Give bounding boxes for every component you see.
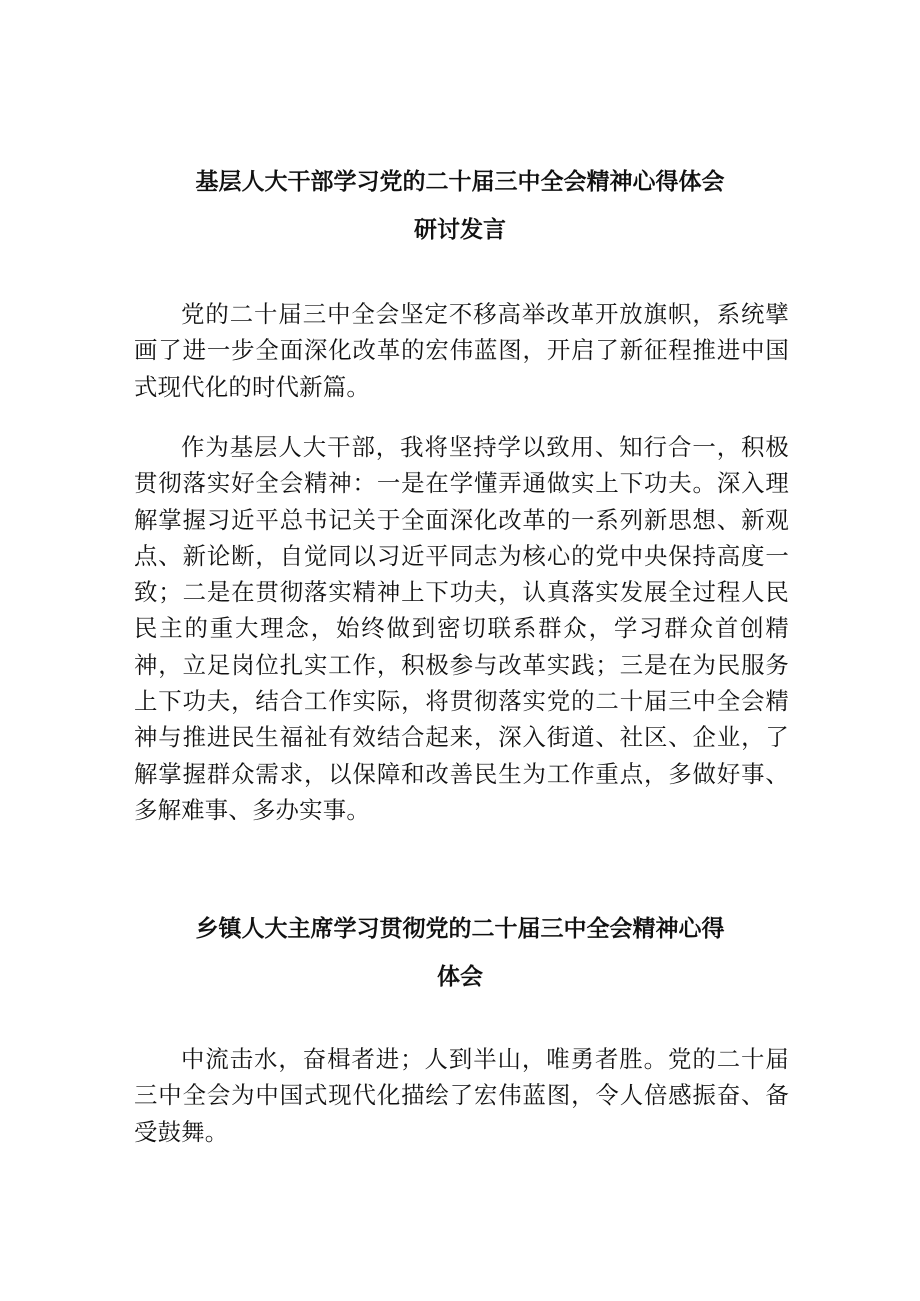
section-1-paragraph-1: 党的二十届三中全会坚定不移高举改革开放旗帜，系统擘画了进一步全面深化改革的宏伟蓝图，开启了新征程推进中国式现代化的时代新篇。 [134, 300, 789, 401]
section-1-title [0, 158, 920, 254]
section-1-title-line-1: 基层人大干部学习党的二十届三中全会精神心得体会 [195, 169, 725, 195]
section-2-title-line-1: 乡镇人大主席学习贯彻党的二十届三中全会精神心得 [195, 916, 725, 942]
section-2-paragraph-1: 中流击水，奋楫者进；人到半山，唯勇者胜。党的二十届三中全会为中国式现代化描绘了宏伟蓝图，令人倍感振奋、备受鼓舞。 [134, 1045, 789, 1146]
section-1-title-line-2: 研讨发言 [414, 217, 506, 243]
section-2-title-line-2: 体会 [437, 964, 483, 990]
section-1-paragraph-2: 作为基层人大干部，我将坚持学以致用、知行合一，积极贯彻落实好全会精神：一是在学懂弄通做实上下功夫。深入理解掌握习近平总书记关于全面深化改革的一系列新思想、新观点、新论断，自觉同以习近平同志为核心的党中央保持高度一致；二是在贯彻落实精神上下功夫，认真落实发展全过程人民民主的重大理念，始终做到密切联系群众，学习群众首创精神，立足岗位扎实工作，积极参与改革实践；三是在为民服务上下功夫，结合工作实际，将贯彻落实党的二十届三中全会精神与推进民生福祉有效结合起来，深入街道、社区、企业，了解掌握群众需求，以保障和改善民生为工作重点，多做好事、多解难事、多办实事。 [134, 433, 789, 824]
section-2-title [0, 905, 920, 1001]
